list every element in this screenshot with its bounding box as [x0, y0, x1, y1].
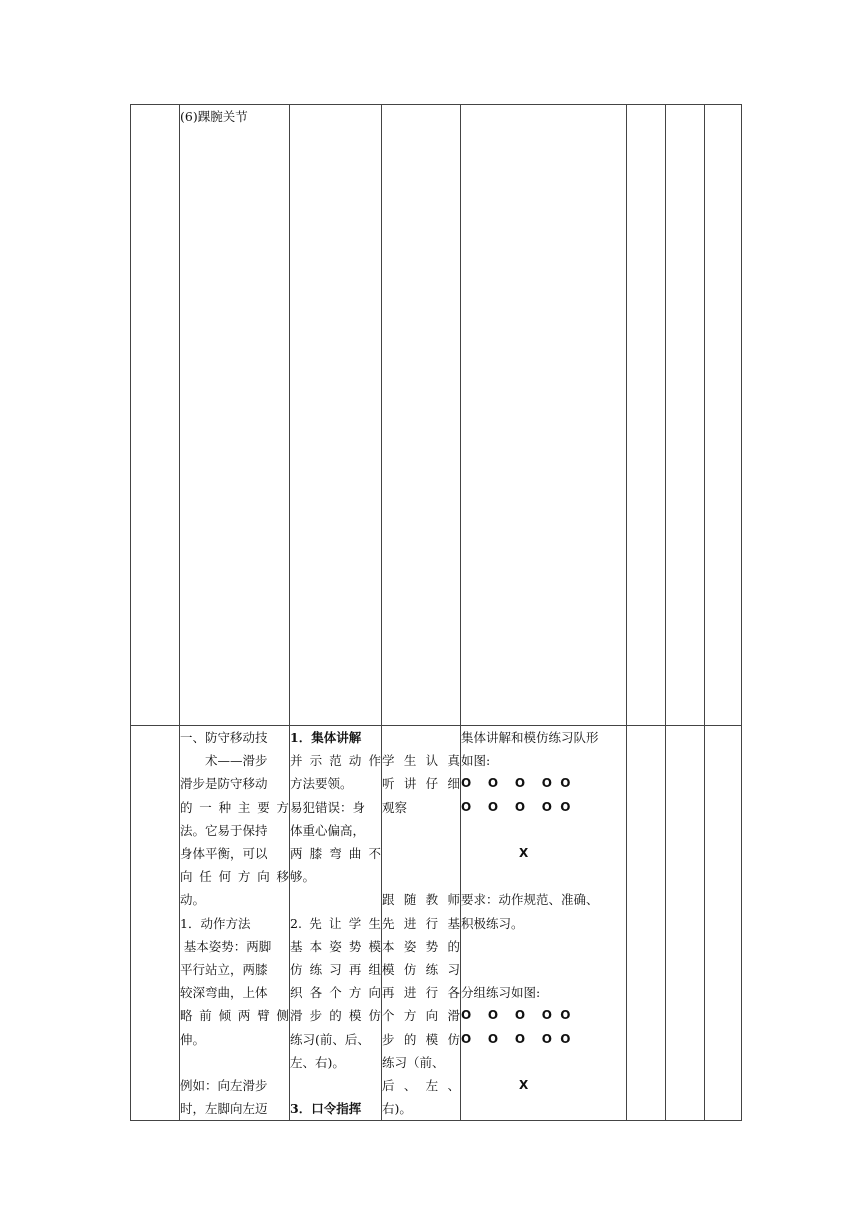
content-line: 较深弯曲，上体	[180, 985, 268, 1001]
group-teacher-position-mark: X	[519, 1077, 529, 1092]
student-line: 后、左、	[382, 1077, 460, 1093]
table-cell	[705, 105, 742, 726]
table-cell	[290, 105, 382, 726]
table-cell	[627, 726, 666, 1121]
content-line: 平行站立，两膝	[180, 962, 268, 978]
student-activity-cell	[382, 726, 461, 1121]
table-cell	[627, 105, 666, 726]
organization-title-suffix: 如图:	[461, 753, 491, 769]
student-line: 本姿势的	[382, 938, 460, 954]
teacher-line: 并示范动作	[290, 753, 381, 769]
student-line: 右)。	[382, 1101, 412, 1117]
table-cell	[666, 726, 705, 1121]
teacher-line: 体重心偏高，	[290, 822, 366, 838]
content-line: 动。	[180, 892, 206, 908]
student-line: 模仿练习	[382, 961, 460, 977]
student-line: 练习（前、	[382, 1054, 445, 1070]
teacher-line: 仿练习再组	[290, 962, 381, 978]
student-line: 学生认真	[382, 753, 460, 769]
spacer	[461, 958, 626, 981]
content-line: 基本姿势：两脚	[183, 938, 272, 954]
spacer	[461, 935, 626, 958]
table-cell	[131, 105, 180, 726]
content-line: 时，左脚向左迈	[180, 1101, 268, 1117]
group-practice-title: 分组练习如图:	[461, 985, 541, 1001]
organization-title: 集体讲解和模仿练习队形	[461, 730, 599, 745]
teacher-line: 1．集体讲解	[290, 730, 362, 745]
spacer	[461, 865, 626, 888]
spacer	[461, 819, 626, 842]
content-line	[180, 1051, 289, 1074]
content-line: 身体平衡，可以	[180, 846, 268, 862]
content-line: 术——滑步	[205, 753, 268, 769]
teacher-line: 滑步的模仿	[290, 1008, 381, 1024]
table-row	[131, 726, 742, 1121]
content-line: 1．动作方法	[180, 915, 251, 931]
organization-cell	[461, 726, 627, 1121]
table-cell	[180, 105, 290, 726]
student-line	[382, 726, 460, 749]
content-cell	[180, 726, 290, 1121]
content-line: 一、防守移动技	[180, 730, 268, 745]
teacher-line: 够。	[290, 869, 316, 885]
student-line: 步的模仿	[382, 1031, 460, 1047]
teacher-line: 练习(前、后、	[290, 1031, 370, 1047]
teacher-line	[290, 888, 381, 911]
teacher-position-mark: X	[519, 846, 529, 860]
student-line: 再进行各	[382, 985, 460, 1001]
student-line: 观察	[382, 799, 408, 815]
table-cell	[131, 726, 180, 1121]
requirement-text: 积极练习。	[461, 915, 524, 931]
student-line: 个方向滑	[382, 1008, 460, 1024]
content-line: 略前倾两臂侧	[180, 1008, 289, 1024]
teacher-line: 方法要领。	[290, 776, 353, 792]
joint-exercise-text: (6)踝腕关节	[180, 109, 248, 124]
teacher-line: 3．口令指挥	[290, 1101, 362, 1117]
group-formation-row: O O O O O	[461, 1008, 571, 1023]
student-line	[382, 819, 460, 842]
student-line	[382, 865, 460, 888]
table-cell	[461, 105, 627, 726]
teacher-line: 易犯错误：身	[290, 799, 366, 815]
content-line: 的一种主要方	[180, 799, 289, 815]
table-row	[131, 105, 742, 726]
teacher-line: 两膝弯曲不	[290, 846, 381, 862]
lesson-plan-table	[130, 104, 742, 1121]
teacher-line: 左、右)。	[290, 1054, 345, 1070]
teacher-line: 织各个方向	[290, 985, 381, 1001]
content-line: 伸。	[180, 1031, 206, 1047]
student-line: 跟随教师	[382, 892, 460, 908]
teacher-activity-cell	[290, 726, 382, 1121]
content-line: 例如：向左滑步	[180, 1078, 268, 1094]
table-cell	[705, 726, 742, 1121]
requirement-text: 要求：动作规范、准确、	[461, 892, 599, 908]
content-line: 向任何方向移	[180, 869, 289, 885]
table-cell	[666, 105, 705, 726]
student-line: 先进行基	[382, 915, 460, 931]
content-line: 法。它易于保持	[180, 822, 268, 838]
student-formation-row: O O O O O	[461, 799, 571, 814]
content-line: 滑步是防守移动	[180, 776, 268, 792]
teacher-line: 2.先让学生	[290, 915, 381, 931]
table-cell	[382, 105, 461, 726]
spacer	[461, 1051, 626, 1074]
student-line	[382, 842, 460, 865]
teacher-line	[290, 1074, 381, 1097]
student-line: 听讲仔细	[382, 776, 460, 792]
student-formation-row: O O O O O	[461, 776, 571, 791]
teacher-line: 基本姿势模	[290, 938, 381, 954]
group-formation-row: O O O O O	[461, 1031, 571, 1046]
